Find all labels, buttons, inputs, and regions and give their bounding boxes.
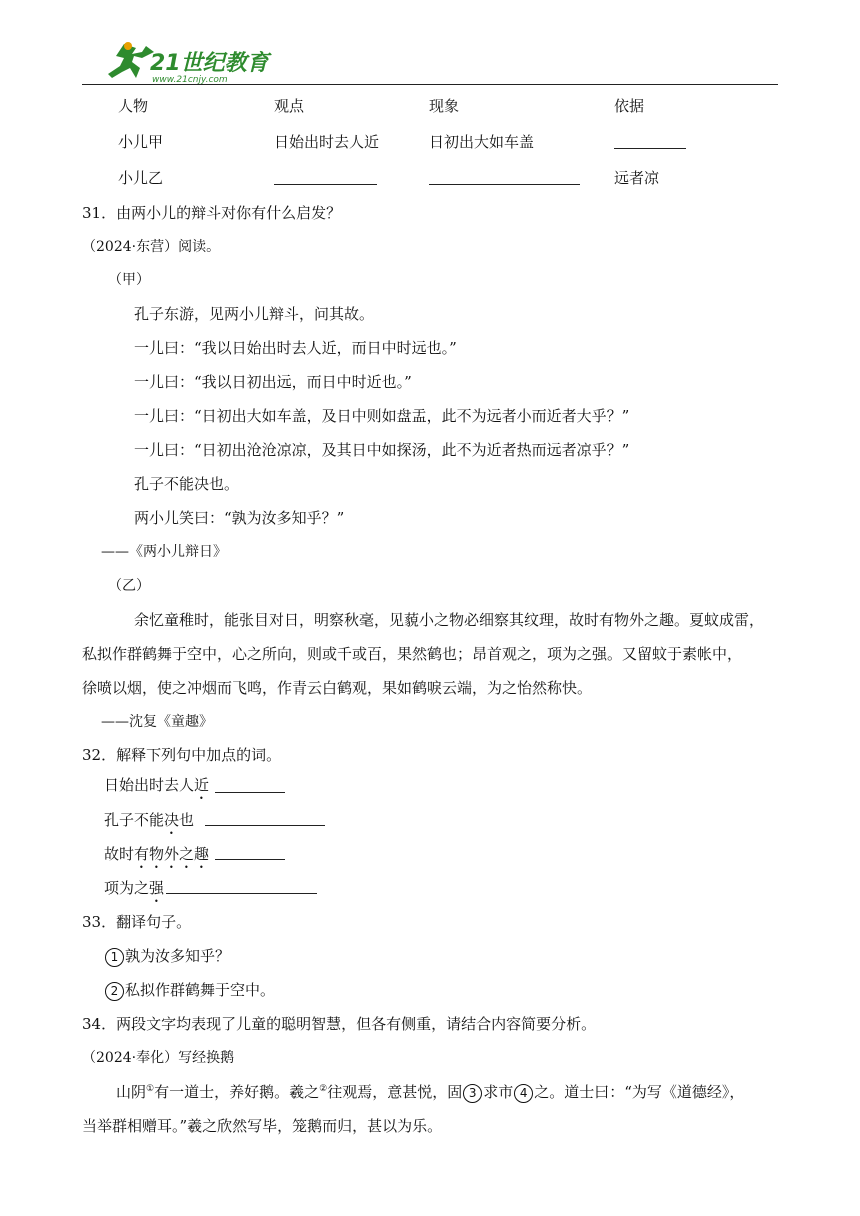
circled-number: 4 bbox=[514, 1084, 533, 1103]
passage-line: 一儿曰：“日初出大如车盖，及日中则如盘盂，此不为远者小而近者大乎？” bbox=[134, 407, 630, 425]
table-cell-view: 日始出时去人近 bbox=[274, 133, 380, 151]
answer-blank[interactable] bbox=[205, 825, 325, 826]
passage-line: 一儿曰：“我以日初出远，而日中时近也。” bbox=[134, 373, 412, 391]
question-34: 34．两段文字均表现了儿童的聪明智慧，但各有侧重，请结合内容简要分析。 bbox=[82, 1015, 597, 1033]
passage-line: 私拟作群鹤舞于空中，心之所向，则或千或百，果然鹤也；昂首观之，项为之强。又留蚊于素帐中， bbox=[82, 645, 743, 663]
table-cell-phenomenon: 日初出大如车盖 bbox=[429, 133, 535, 151]
passage-line: 孔子东游，见两小儿辩斗，问其故。 bbox=[134, 305, 375, 323]
passage-line: 一儿曰：“日初出沧沧凉凉，及其日中如探汤，此不为近者热而远者凉乎？” bbox=[134, 441, 630, 459]
site-logo bbox=[102, 42, 277, 84]
table-header-basis: 依据 bbox=[614, 97, 645, 115]
table-cell-basis: 远者凉 bbox=[614, 169, 660, 187]
dotted-word: 近 bbox=[194, 776, 210, 794]
passage-attribution: ——沈复《童趣》 bbox=[101, 714, 213, 730]
circled-number: 3 bbox=[463, 1084, 482, 1103]
circled-number: 1 bbox=[105, 948, 124, 967]
answer-blank-phenomenon[interactable] bbox=[429, 184, 580, 185]
passage-label-jia: （甲） bbox=[108, 272, 150, 288]
table-header-phenomenon: 现象 bbox=[429, 97, 460, 115]
dotted-word: 决 bbox=[164, 811, 180, 829]
dotted-word: 强 bbox=[149, 879, 165, 897]
passage-line: 孔子不能决也。 bbox=[134, 475, 240, 493]
logo-text: 21世纪教育 bbox=[150, 51, 269, 76]
circled-number: 2 bbox=[105, 982, 124, 1001]
passage-line: 当举群相赠耳。”羲之欣然写毕，笼鹅而归，甚以为乐。 bbox=[82, 1117, 443, 1135]
question-33: 33．翻译句子。 bbox=[82, 913, 192, 931]
passage-line: 两小儿笑曰：“孰为汝多知乎？” bbox=[134, 509, 345, 527]
passage-source: （2024·东营）阅读。 bbox=[82, 239, 221, 255]
answer-blank-view[interactable] bbox=[274, 184, 377, 185]
q33-item: 1 孰为汝多知乎？ bbox=[104, 945, 230, 967]
table-header-view: 观点 bbox=[274, 97, 305, 115]
answer-blank[interactable] bbox=[215, 859, 285, 860]
answer-blank[interactable] bbox=[166, 893, 317, 894]
table-header-person: 人物 bbox=[118, 97, 149, 115]
answer-blank[interactable] bbox=[215, 792, 285, 793]
table-cell-name: 小儿乙 bbox=[118, 169, 164, 187]
table-cell-name: 小儿甲 bbox=[118, 133, 164, 151]
passage-line: 余忆童稚时，能张目对日，明察秋毫，见藐小之物必细察其纹理，故时有物外之趣。夏蚊成雷， bbox=[134, 611, 765, 629]
question-32: 32．解释下列句中加点的词。 bbox=[82, 746, 282, 764]
passage-source: （2024·奉化）写经换鹅 bbox=[82, 1050, 235, 1066]
question-31: 31．由两小儿的辩斗对你有什么启发？ bbox=[82, 204, 342, 222]
q32-item: 日始出时去人近 bbox=[104, 776, 210, 794]
answer-blank-basis[interactable] bbox=[614, 148, 686, 149]
passage-line: 山阴①有一道士，养好鹅。羲之②往观焉，意甚悦，固 3 求市 4 之。道士曰：“为写《道德经》， bbox=[116, 1083, 745, 1101]
passage-line: 一儿曰：“我以日始出时去人近，而日中时远也。” bbox=[134, 339, 457, 357]
dotted-word: 有物外之趣 bbox=[134, 845, 210, 863]
header-rule bbox=[82, 84, 778, 85]
q32-item: 项为之强 bbox=[104, 879, 165, 897]
passage-attribution: ——《两小儿辩日》 bbox=[101, 544, 227, 560]
q32-item: 故时有物外之趣 bbox=[104, 845, 210, 863]
logo-url: www.21cnjy.com bbox=[152, 75, 228, 84]
q32-item: 孔子不能决也 bbox=[104, 811, 195, 829]
q33-item: 2 私拟作群鹤舞于空中。 bbox=[104, 979, 275, 1001]
passage-line: 徐喷以烟，使之冲烟而飞鸣，作青云白鹤观，果如鹤唳云端，为之怡然称快。 bbox=[82, 679, 593, 697]
passage-label-yi: （乙） bbox=[108, 578, 150, 594]
